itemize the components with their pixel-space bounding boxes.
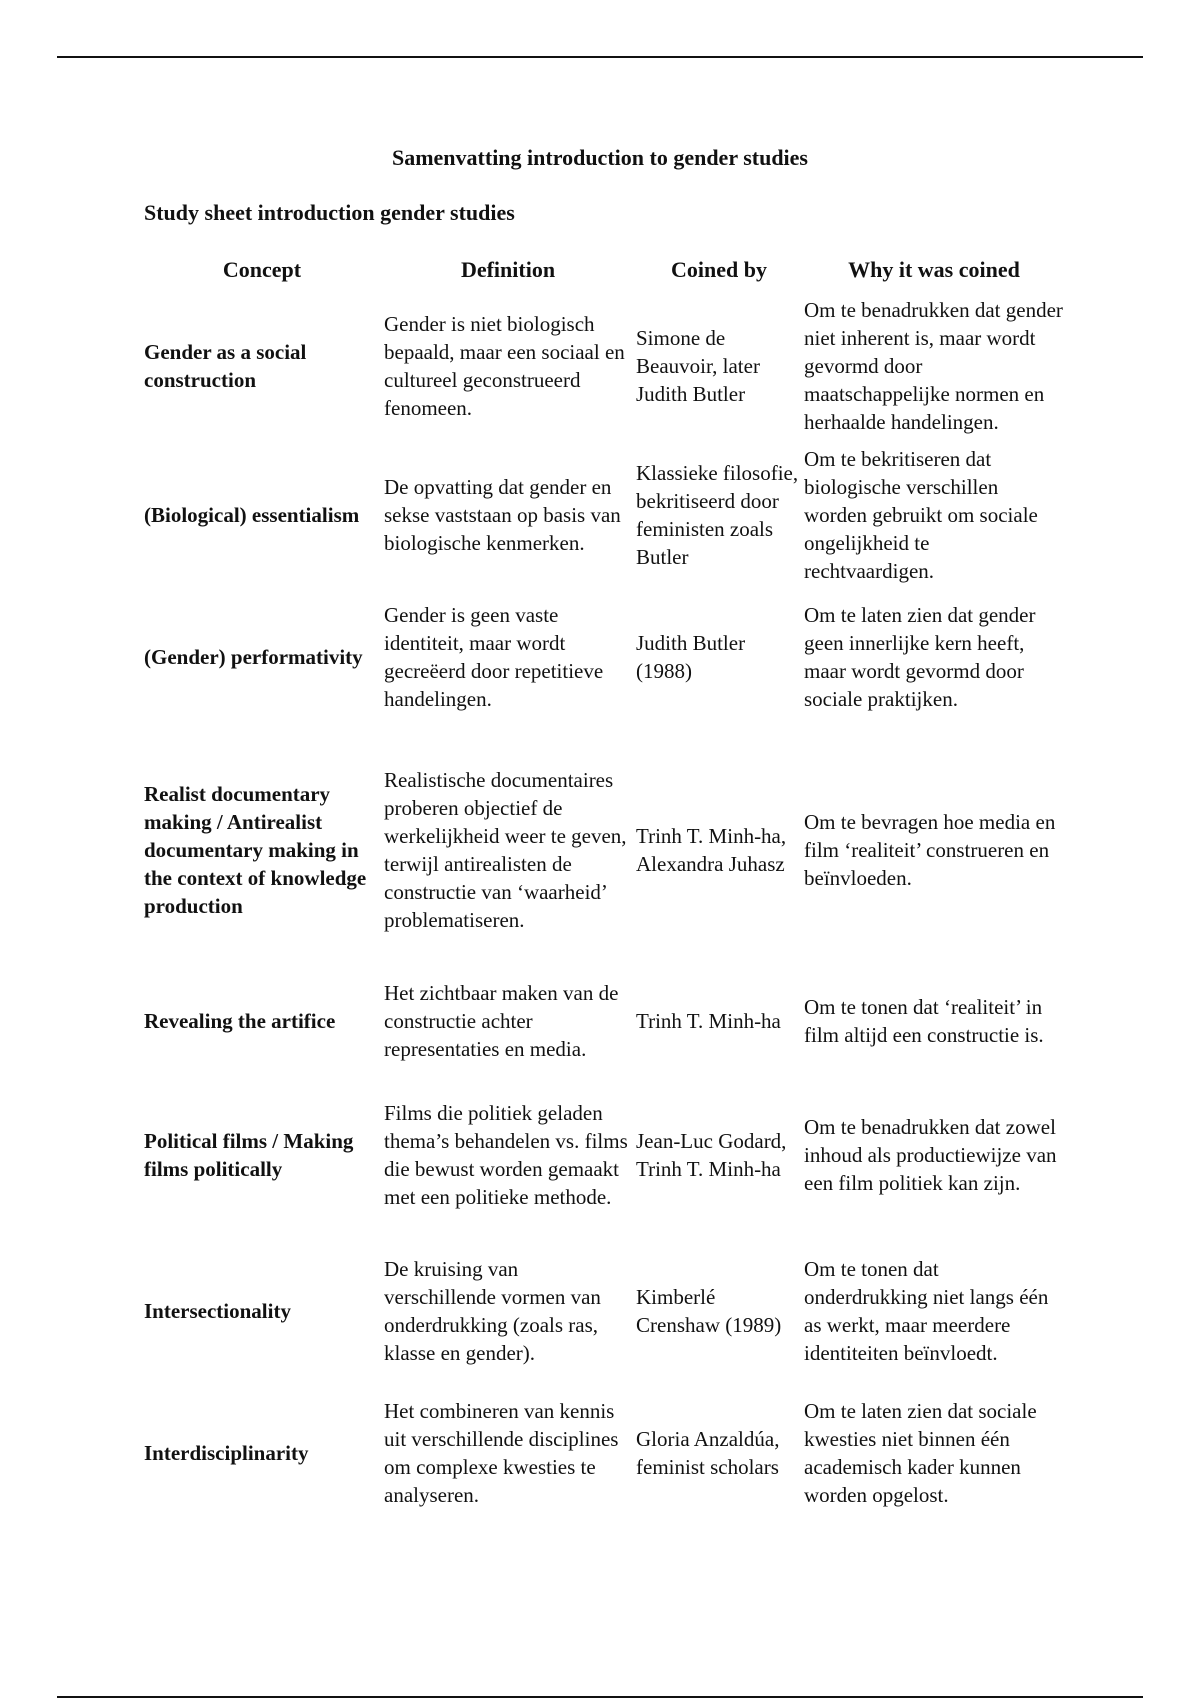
coined-by-cell: Trinh T. Minh-ha, Alexandra Juhasz xyxy=(636,824,787,876)
why-cell: Om te tonen dat ‘realiteit’ in film altijd een constructie is. xyxy=(804,995,1044,1047)
table-header-row xyxy=(144,252,1064,288)
table-row xyxy=(144,586,1064,728)
concept-cell: (Biological) essentialism xyxy=(144,503,360,527)
table-row xyxy=(144,972,1064,1070)
coined-by-cell: Klassieke filosofie, bekritiseerd door feministen zoals Butler xyxy=(636,461,799,569)
page-top-rule xyxy=(57,56,1143,58)
page-bottom-rule xyxy=(57,1696,1143,1698)
definition-cell: Films die politiek geladen thema’s behandelen vs. films die bewust worden gemaakt met een politieke methode. xyxy=(384,1101,628,1209)
definition-cell: De kruising van verschillende vormen van onderdrukking (zoals ras, klasse en gender). xyxy=(384,1257,601,1365)
document-subtitle: Study sheet introduction gender studies xyxy=(144,200,515,225)
why-cell: Om te bevragen hoe media en film ‘realiteit’ construeren en beïnvloeden. xyxy=(804,810,1056,890)
why-cell: Om te laten zien dat sociale kwesties niet binnen één academisch kader kunnen worden opgelost. xyxy=(804,1399,1037,1507)
concept-cell: Realist documentary making / Antirealist documentary making in the context of knowledge production xyxy=(144,782,367,918)
definition-cell: Het zichtbaar maken van de constructie achter representaties en media. xyxy=(384,981,619,1061)
coined-by-cell: Gloria Anzaldúa, feminist scholars xyxy=(636,1427,780,1479)
why-cell: Om te benadrukken dat zowel inhoud als productiewijze van een film politiek kan zijn. xyxy=(804,1115,1057,1195)
table-row xyxy=(144,728,1064,972)
concept-cell: (Gender) performativity xyxy=(144,645,363,669)
why-cell: Om te bekritiseren dat biologische verschillen worden gebruikt om sociale ongelijkheid te rechtvaardigen. xyxy=(804,447,1038,583)
table-row xyxy=(144,444,1064,586)
table-row xyxy=(144,1382,1064,1524)
why-cell: Om te laten zien dat gender geen innerlijke kern heeft, maar wordt gevormd door sociale praktijken. xyxy=(804,603,1036,711)
coined-by-cell: Judith Butler (1988) xyxy=(636,631,746,683)
header-concept: Concept xyxy=(222,257,302,282)
definition-cell: Gender is geen vaste identiteit, maar wordt gecreëerd door repetitieve handelingen. xyxy=(384,603,604,711)
definition-cell: De opvatting dat gender en sekse vaststaan op basis van biologische kenmerken. xyxy=(384,475,621,555)
document-title: Samenvatting introduction to gender studies xyxy=(391,145,808,170)
coined-by-cell: Simone de Beauvoir, later Judith Butler xyxy=(636,326,760,406)
definition-cell: Realistische documentaires proberen objectief de werkelijkheid weer te geven, terwijl antirealisten de constructie van ‘waarheid’ problematiseren. xyxy=(384,768,627,932)
header-definition: Definition xyxy=(460,257,556,282)
concept-cell: Interdisciplinarity xyxy=(144,1441,309,1465)
header-why-coined: Why it was coined xyxy=(848,257,1020,282)
coined-by-cell: Jean-Luc Godard, Trinh T. Minh-ha xyxy=(636,1129,787,1181)
table-row xyxy=(144,1070,1064,1240)
coined-by-cell: Kimberlé Crenshaw (1989) xyxy=(636,1285,782,1337)
definition-cell: Het combineren van kennis uit verschillende disciplines om complexe kwesties te analyseren. xyxy=(384,1399,619,1507)
study-sheet-table xyxy=(144,252,1064,1524)
table-row xyxy=(144,288,1064,444)
concept-cell: Gender as a social construction xyxy=(144,340,307,392)
header-coined-by: Coined by xyxy=(671,257,767,282)
table-row xyxy=(144,1240,1064,1382)
why-cell: Om te tonen dat onderdrukking niet langs één as werkt, maar meerdere identiteiten beïnvloedt. xyxy=(804,1257,1049,1365)
coined-by-cell: Trinh T. Minh-ha xyxy=(636,1009,781,1033)
definition-cell: Gender is niet biologisch bepaald, maar een sociaal en cultureel geconstrueerd fenomeen. xyxy=(384,312,625,420)
why-cell: Om te benadrukken dat gender niet inherent is, maar wordt gevormd door maatschappelijke normen en herhaalde handelingen. xyxy=(804,298,1063,434)
concept-cell: Political films / Making films politically xyxy=(144,1129,354,1181)
concept-cell: Intersectionality xyxy=(144,1299,291,1323)
concept-cell: Revealing the artifice xyxy=(144,1009,336,1033)
